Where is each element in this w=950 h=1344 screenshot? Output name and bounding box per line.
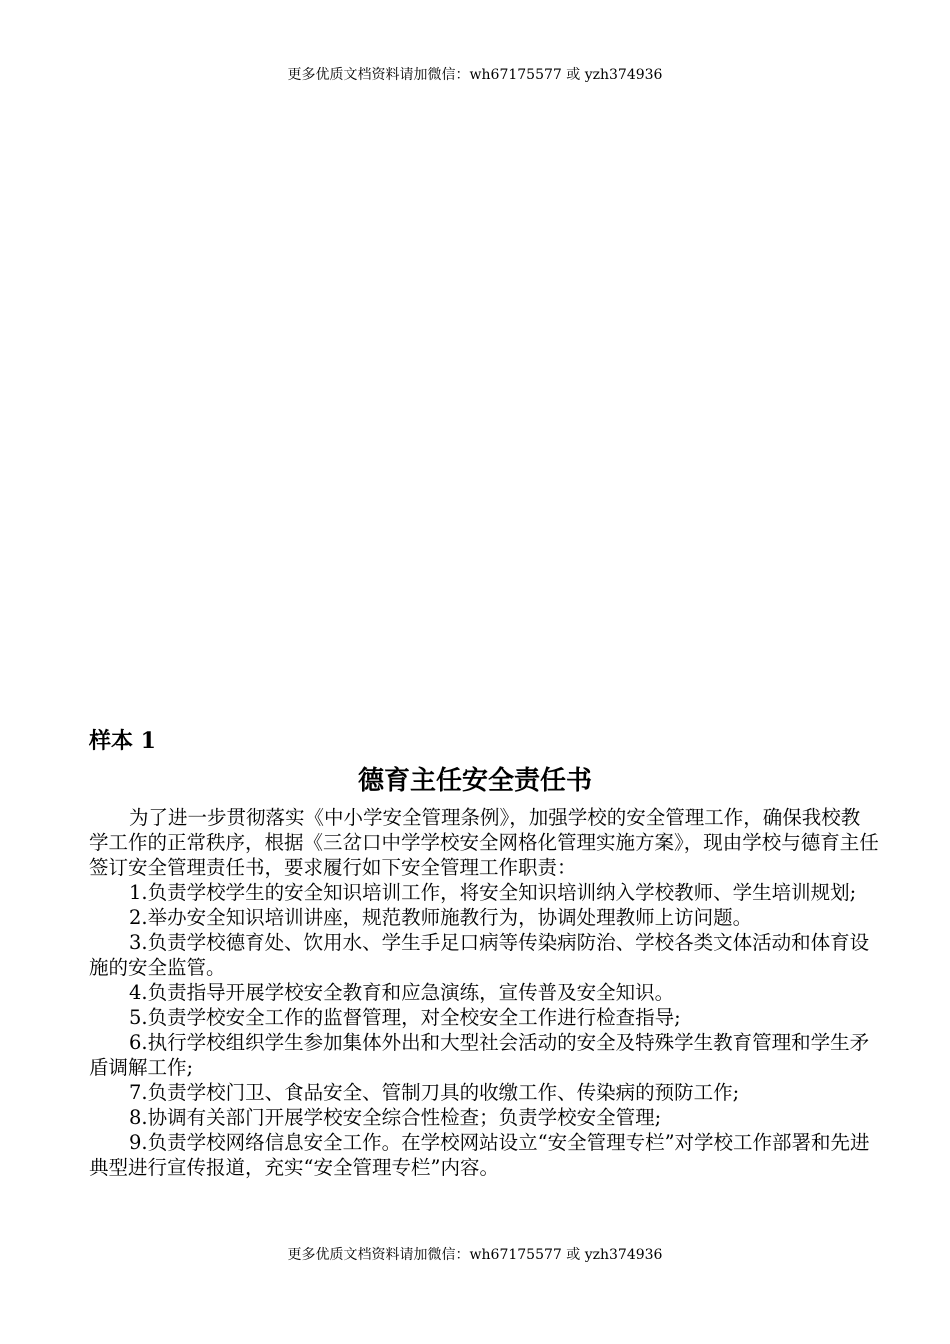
footer-note: 更多优质文档资料请加微信：wh67175577 或 yzh374936	[287, 1247, 663, 1263]
duty-item-1: 1.负责学校学生的安全知识培训工作，将安全知识培训纳入学校教师、学生培训规划;	[129, 881, 857, 904]
document-body	[89, 805, 879, 1180]
duty-item-7: 7.负责学校门卫、食品安全、管制刀具的收缴工作、传染病的预防工作;	[129, 1081, 740, 1104]
duty-item-8: 8.协调有关部门开展学校安全综合性检查；负责学校安全管理;	[129, 1106, 662, 1129]
sample-label: 样本 1	[89, 728, 156, 754]
duty-item-5: 5.负责学校安全工作的监督管理，对全校安全工作进行检查指导;	[129, 1006, 681, 1029]
duty-item-2: 2.举办安全知识培训讲座，规范教师施教行为，协调处理教师上访问题。	[129, 906, 753, 929]
duty-item-6: 6.执行学校组织学生参加集体外出和大型社会活动的安全及特殊学生教育管理和学生矛盾调解工作;	[89, 1031, 870, 1079]
duty-item-4: 4.负责指导开展学校安全教育和应急演练，宣传普及安全知识。	[129, 981, 675, 1004]
duty-item-9: 9.负责学校网络信息安全工作。在学校网站设立“安全管理专栏”对学校工作部署和先进典型进行宣传报道，充实“安全管理专栏”内容。	[89, 1131, 870, 1179]
intro-paragraph: 为了进一步贯彻落实《中小学安全管理条例》，加强学校的安全管理工作，确保我校教学工作的正常秩序，根据《三岔口中学学校安全网格化管理实施方案》，现由学校与德育主任签订安全管理责任书，要求履行如下安全管理工作职责：	[89, 806, 879, 879]
duty-item-3: 3.负责学校德育处、饮用水、学生手足口病等传染病防治、学校各类文体活动和体育设施的安全监管。	[89, 931, 870, 979]
header-note: 更多优质文档资料请加微信：wh67175577 或 yzh374936	[287, 67, 663, 83]
page-title: 德育主任安全责任书	[357, 766, 592, 796]
